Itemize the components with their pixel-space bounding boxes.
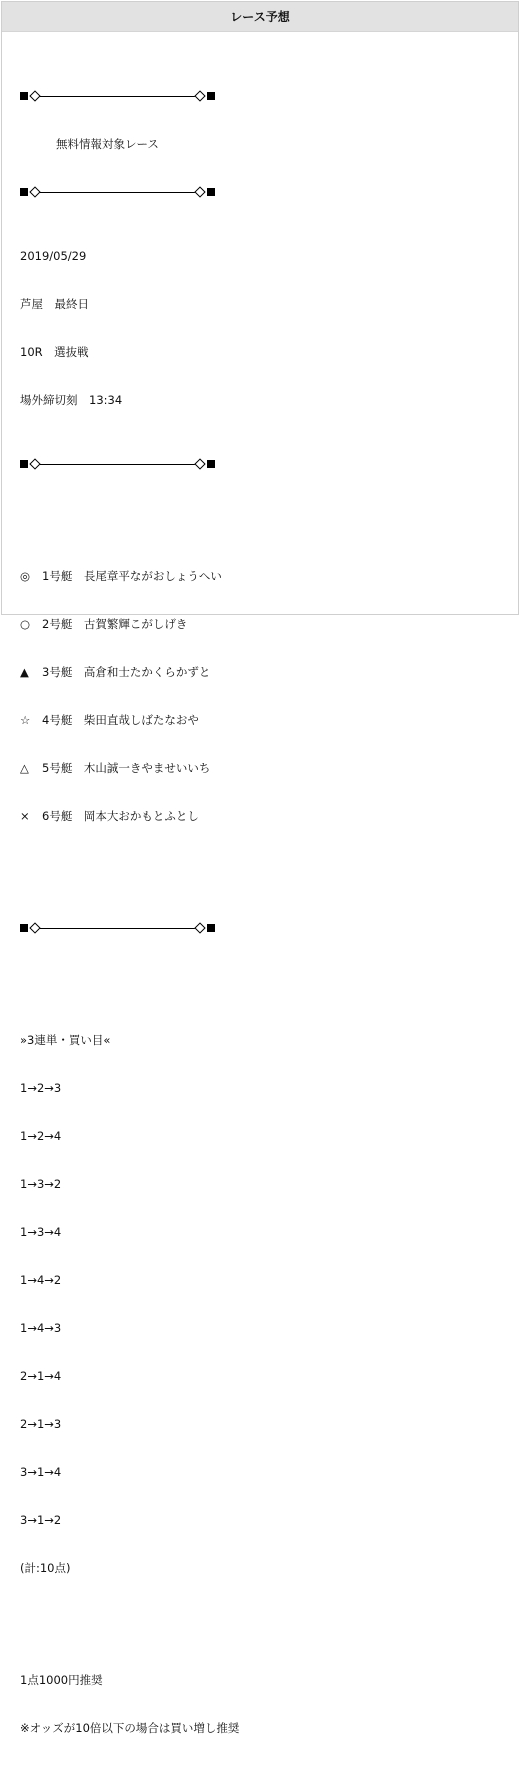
bet-combination: 2→1→3 <box>20 1417 62 1431</box>
prediction-mark: ▲ <box>20 665 29 679</box>
square-ornament-icon <box>20 188 28 196</box>
pick-row <box>20 568 518 584</box>
bet-combination: 1→2→3 <box>20 1081 62 1095</box>
bet-combination: 2→1→4 <box>20 1369 62 1383</box>
square-ornament-icon <box>207 924 215 932</box>
prediction-mark: × <box>20 809 30 823</box>
panel-header <box>2 2 518 32</box>
prediction-mark: ○ <box>20 617 31 631</box>
race-number: 10R 選抜戦 <box>20 345 89 359</box>
diamond-ornament-icon <box>194 458 205 469</box>
odds-note: ※オッズが10倍以下の場合は買い増し推奨 <box>20 1721 240 1735</box>
panel-title: レース予想 <box>230 10 290 24</box>
square-ornament-icon <box>207 188 215 196</box>
pick-text: 3号艇 高倉和士たかくらかずと <box>42 665 211 679</box>
square-ornament-icon <box>20 92 28 100</box>
bets-total: (計:10点) <box>20 1561 71 1575</box>
square-ornament-icon <box>20 460 28 468</box>
pick-text: 6号艇 岡本大おかもとふとし <box>42 809 199 823</box>
bet-combination: 3→1→4 <box>20 1465 62 1479</box>
pick-row <box>20 616 518 632</box>
prediction-mark: △ <box>20 761 29 775</box>
prediction-mark: ☆ <box>20 713 31 727</box>
diamond-ornament-icon <box>194 186 205 197</box>
bet-combination: 1→3→2 <box>20 1177 62 1191</box>
pick-row <box>20 808 518 824</box>
divider-rule <box>40 192 195 193</box>
diamond-ornament-icon <box>194 90 205 101</box>
divider-rule <box>40 928 195 929</box>
pick-row <box>20 712 518 728</box>
ornament-divider <box>20 88 215 104</box>
race-date: 2019/05/29 <box>20 249 87 263</box>
race-deadline: 場外締切刻 13:34 <box>20 393 123 407</box>
race-prediction-panel <box>1 1 519 1735</box>
bet-combination: 1→2→4 <box>20 1129 62 1143</box>
pick-row <box>20 760 518 776</box>
divider-rule <box>40 464 195 465</box>
bet-combination: 1→3→4 <box>20 1225 62 1239</box>
prediction-mark: ◎ <box>20 569 31 583</box>
diamond-ornament-icon <box>29 458 40 469</box>
diamond-ornament-icon <box>29 922 40 933</box>
free-target-label: 無料情報対象レース <box>56 137 159 151</box>
diamond-ornament-icon <box>29 186 40 197</box>
bets-title: »3連単・買い目« <box>20 1033 111 1047</box>
pick-text: 2号艇 古賀繁輝こがしげき <box>42 617 188 631</box>
ornament-divider <box>20 456 215 472</box>
square-ornament-icon <box>207 460 215 468</box>
diamond-ornament-icon <box>194 922 205 933</box>
pick-text: 4号艇 柴田直哉しばたなおや <box>42 713 199 727</box>
bet-combination: 3→1→2 <box>20 1513 62 1527</box>
ornament-divider <box>20 184 215 200</box>
bet-combination: 1→4→2 <box>20 1273 62 1287</box>
square-ornament-icon <box>20 924 28 932</box>
bet-combination: 1→4→3 <box>20 1321 62 1335</box>
pick-text: 5号艇 木山誠一きやませいいち <box>42 761 211 775</box>
pick-text: 1号艇 長尾章平ながおしょうへい <box>42 569 222 583</box>
stake-recommendation: 1点1000円推奨 <box>20 1673 103 1687</box>
square-ornament-icon <box>207 92 215 100</box>
pick-row <box>20 664 518 680</box>
panel-content <box>2 32 518 1768</box>
race-venue-day: 芦屋 最終日 <box>20 297 89 311</box>
diamond-ornament-icon <box>29 90 40 101</box>
divider-rule <box>40 96 195 97</box>
ornament-divider <box>20 920 215 936</box>
